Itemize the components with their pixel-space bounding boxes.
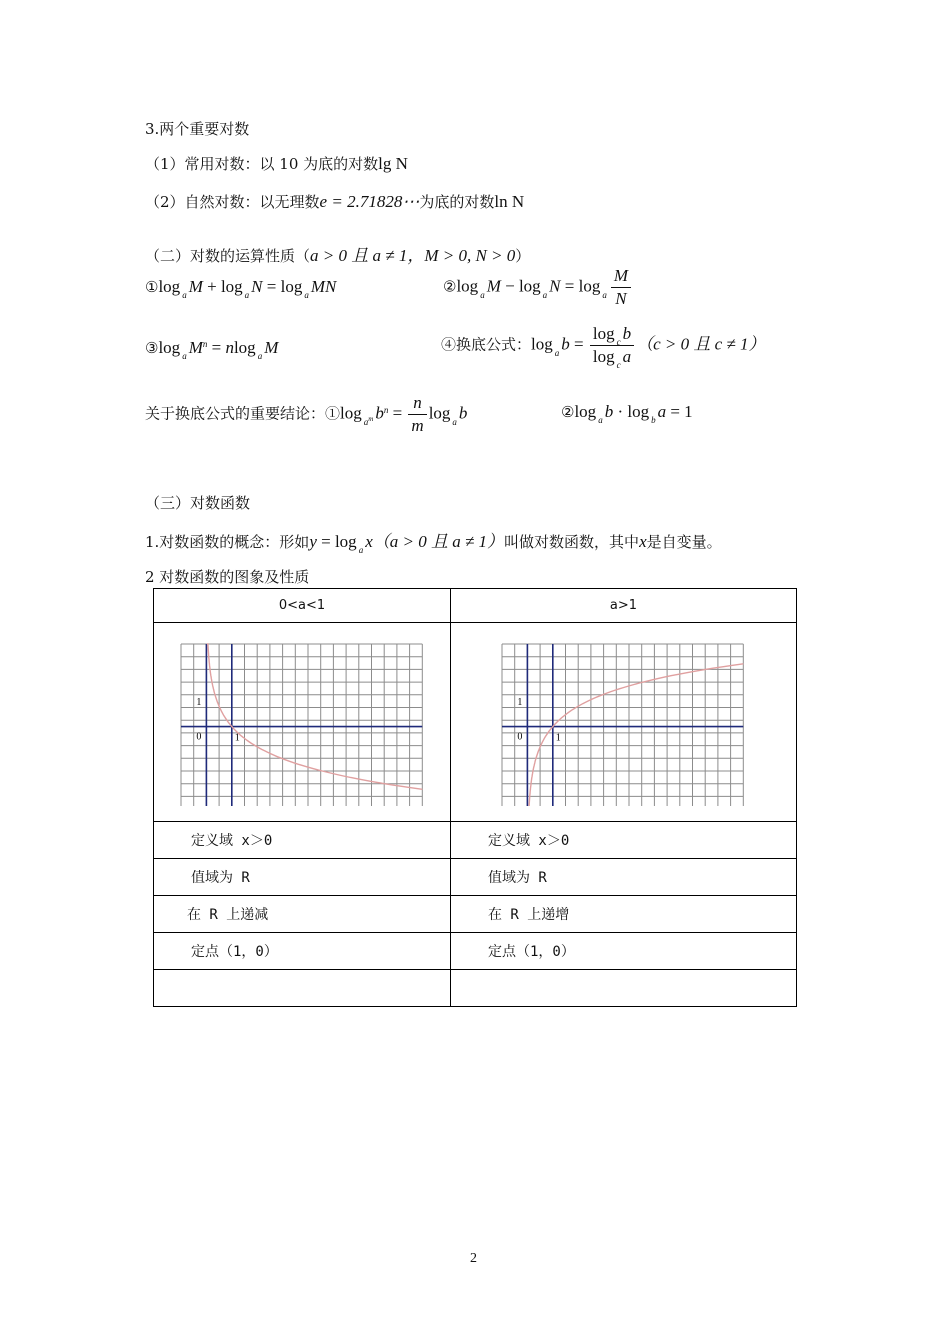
- log-function-properties-table: [153, 588, 797, 1007]
- property-4: ④换底公式：log $_a$ b = $\frac{\log _c b}{\log _c a}$ （c > 0 且 c ≠ 1）: [441, 324, 766, 370]
- origin-label: 0: [195, 731, 201, 743]
- lg-n: lg N: [378, 154, 408, 173]
- property-2: ②log $_a$ M − log $_a$ N = log $_a$ $\frac{M}{N}$: [443, 266, 633, 309]
- page-number: 2: [470, 1251, 477, 1266]
- graph-cell-decreasing: [154, 623, 451, 822]
- table-cell: [451, 970, 797, 1007]
- table-cell: 定义域 x＞0: [154, 822, 451, 859]
- table-cell: 定义域 x＞0: [451, 822, 797, 859]
- function-concept: 1.对数函数的概念：形如y = log $_a$ x（a > 0 且 a ≠ 1）叫做对数函数，其中x是自变量。: [145, 532, 722, 555]
- header-decreasing: 0<a<1: [154, 589, 451, 623]
- table-cell: 定点（1，0）: [451, 933, 797, 970]
- header-increasing: a>1: [451, 589, 797, 623]
- corollary-line: 关于换底公式的重要结论：①log $_{a^m}$ $b^n$ = $\frac{n}{m}$ log $_a$ b: [145, 393, 468, 435]
- natural-log-line: （2）自然对数：以无理数e = 2.71828⋯为底的对数ln N: [145, 192, 525, 211]
- properties-title: （二）对数的运算性质（a > 0 且 a ≠ 1，M > 0, N > 0）: [145, 246, 531, 265]
- common-log-line: （1）常用对数：以 10 为底的对数lg N: [145, 154, 408, 173]
- table-cell: 在 R 上递减: [154, 896, 451, 933]
- table-cell: 值域为 R: [154, 859, 451, 896]
- property-3: ③log $_a$ $M^n = nlog$ $_a$ M: [145, 338, 279, 361]
- table-cell: [154, 970, 451, 1007]
- tick-label-y-one: 1: [517, 697, 523, 709]
- tick-label-x-one: 1: [234, 732, 240, 744]
- graph-section-title: 2 对数函数的图象及性质: [145, 568, 310, 586]
- tick-label-x-one: 1: [555, 732, 561, 744]
- property-1: ①log $_a$ M + log $_a$ N = log $_a$ MN: [145, 277, 337, 300]
- table-cell: 在 R 上递增: [451, 896, 797, 933]
- log-curve: [206, 644, 421, 789]
- corollary-2: ②log $_a$ b · log $_b$ a = 1: [561, 402, 693, 425]
- graph-cell-increasing: [451, 623, 797, 822]
- graph-decreasing: [175, 638, 430, 806]
- table-cell: 值域为 R: [451, 859, 797, 896]
- section3-title: 3.两个重要对数: [145, 120, 250, 138]
- graph-increasing: [496, 638, 751, 806]
- origin-label: 0: [517, 731, 523, 743]
- tick-label-y-one: 1: [195, 697, 201, 709]
- function-section-title: （三）对数函数: [145, 494, 251, 512]
- table-cell: 定点（1，0）: [154, 933, 451, 970]
